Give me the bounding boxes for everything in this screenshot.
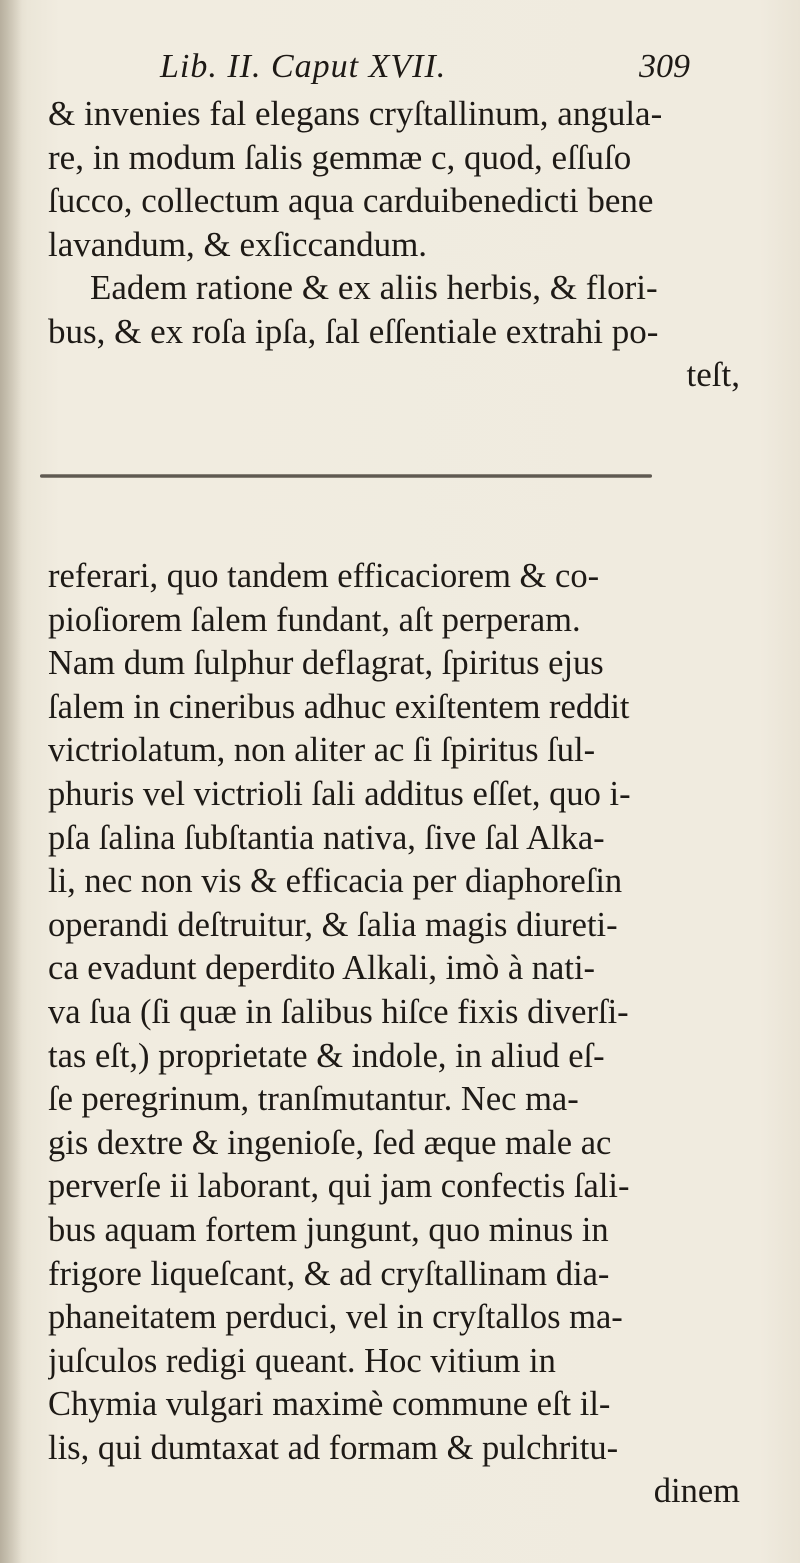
page-number: 309 bbox=[639, 48, 690, 85]
text-line: bus, & ex roſa ipſa, ſal eſſentiale extrahi po- bbox=[48, 311, 659, 351]
text-line: perverſe ii laborant, qui jam confectis ſali- bbox=[48, 1167, 630, 1206]
text-line: pſa ſalina ſubſtantia nativa, ſive ſal Alka- bbox=[48, 818, 605, 857]
text-line: & invenies fal elegans cryſtallinum, angula- bbox=[48, 94, 663, 133]
text-line: Nam dum ſulphur deflagrat, ſpiritus ejus bbox=[48, 644, 604, 683]
text-line: bus aquam fortem jungunt, quo minus in bbox=[48, 1210, 609, 1249]
text-line: re, in modum ſalis gemmæ c, quod, eſſuſo bbox=[48, 137, 632, 177]
text-line: ſucco, collectum aqua carduibenedicti bene bbox=[48, 181, 654, 220]
running-head bbox=[110, 48, 690, 88]
text-line: tas eſt,) proprietate & indole, in aliud eſ- bbox=[48, 1036, 605, 1075]
text-line: phaneitatem perduci, vel in cryſtallos ma- bbox=[48, 1298, 623, 1337]
text-line: gis dextre & ingenioſe, ſed æque male ac bbox=[48, 1123, 612, 1162]
text-line: frigore liqueſcant, & ad cryſtallinam dia- bbox=[48, 1254, 610, 1293]
text-line: li, nec non vis & efficacia per diaphoreſin bbox=[48, 862, 623, 901]
text-line: referari, quo tandem efficaciorem & co- bbox=[48, 557, 600, 595]
text-line: lavandum, & exſiccandum. bbox=[48, 224, 428, 264]
page-divider bbox=[40, 474, 652, 478]
text-line: lis, qui dumtaxat ad formam & pulchritu- bbox=[48, 1428, 619, 1467]
text-line: ca evadunt deperdito Alkali, imò à nati- bbox=[48, 949, 596, 988]
text-line: victriolatum, non aliter ac ſi ſpiritus ſul- bbox=[48, 731, 596, 770]
text-line: Eadem ratione & ex aliis herbis, & flori- bbox=[90, 268, 658, 307]
text-line: ſalem in cineribus adhuc exiſtentem reddit bbox=[48, 687, 630, 726]
text-line: ſe peregrinum, tranſmutantur. Nec ma- bbox=[48, 1080, 579, 1119]
text-line: teſt, bbox=[686, 355, 740, 394]
running-head-title: Lib. II. Caput XVII. bbox=[160, 48, 447, 85]
text-line: Chymia vulgari maximè commune eſt il- bbox=[48, 1385, 611, 1424]
text-block-bottom bbox=[48, 555, 760, 1514]
text-line: operandi deſtruitur, & ſalia magis diureti- bbox=[48, 905, 618, 944]
text-block-top bbox=[48, 92, 760, 397]
catchword: dinem bbox=[653, 1472, 740, 1511]
text-line: phuris vel victrioli ſali additus eſſet, quo i- bbox=[48, 774, 631, 813]
text-line: juſculos redigi queant. Hoc vitium in bbox=[48, 1341, 556, 1380]
binding-shadow bbox=[0, 0, 22, 1563]
text-line: pioſiorem ſalem fundant, aſt perperam. bbox=[48, 600, 581, 639]
text-line: va ſua (ſi quæ in ſalibus hiſce fixis diverſi- bbox=[48, 992, 629, 1031]
